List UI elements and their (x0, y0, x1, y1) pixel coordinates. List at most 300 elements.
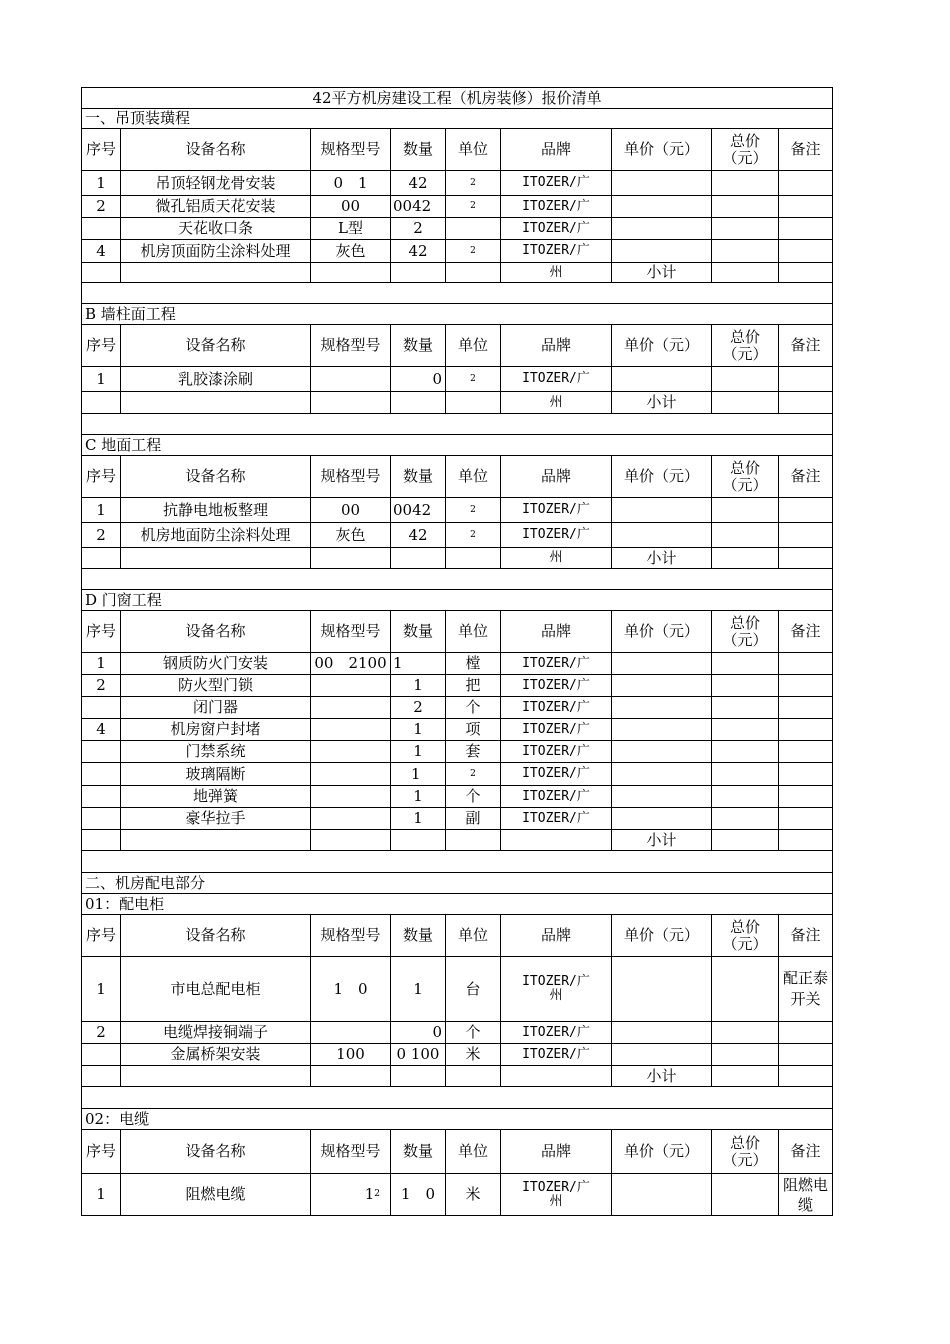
table-cell: 0 (391, 1022, 446, 1044)
table-cell (446, 263, 501, 283)
table-cell (82, 1044, 121, 1066)
cell-seq: 1 (82, 367, 121, 392)
table-cell: 1 (82, 1174, 121, 1216)
header-total: 总价（元） (712, 611, 779, 653)
table-cell (501, 830, 612, 851)
section-title-floor: C 地面工程 (82, 435, 833, 456)
header-seq: 序号 (82, 129, 121, 171)
cell-name: 微孔铝质天花安装 (121, 196, 311, 218)
header-qty: 数量 (391, 611, 446, 653)
table-cell: 樘 (446, 653, 501, 675)
table-cell (311, 719, 391, 741)
table-cell (712, 263, 779, 283)
table-cell: 1 (391, 763, 446, 786)
cell-price (612, 171, 712, 196)
table-cell (501, 1044, 612, 1066)
table-row (82, 1174, 833, 1216)
table-cell (779, 763, 833, 786)
subtotal-row (82, 392, 833, 414)
subtotal-row (82, 1066, 833, 1087)
cell-brand (501, 218, 612, 240)
table-cell (712, 763, 779, 786)
table-cell (712, 653, 779, 675)
header-name: 设备名称 (121, 1130, 311, 1174)
header-unit: 单位 (446, 325, 501, 367)
header-name: 设备名称 (121, 456, 311, 498)
table-row (82, 763, 833, 786)
cell-seq: 1 (82, 498, 121, 523)
table-cell (391, 830, 446, 851)
header-seq: 序号 (82, 611, 121, 653)
table-row (82, 218, 833, 240)
table-cell (612, 763, 712, 786)
cell-qty: 0042 (391, 196, 446, 218)
table-cell: 1 (391, 741, 446, 763)
header-note: 备注 (779, 611, 833, 653)
header-seq: 序号 (82, 1130, 121, 1174)
table-cell (501, 1066, 612, 1087)
table-cell (311, 548, 391, 569)
header-total: 总价（元） (712, 1130, 779, 1174)
table-cell (779, 263, 833, 283)
table-cell (501, 808, 612, 830)
cell-note (779, 240, 833, 263)
table-cell: 市电总配电柜 (121, 957, 311, 1022)
table-cell: 00 2100 (311, 653, 391, 675)
cell-spec: 0 1 (311, 171, 391, 196)
table-cell (121, 263, 311, 283)
cell-unit: 2 (446, 196, 501, 218)
table-row (82, 957, 833, 1022)
cell-text: ITOZER/广 (522, 1179, 590, 1195)
table-cell: 1 (391, 719, 446, 741)
subtotal-label: 小计 (612, 392, 712, 414)
table-cell (779, 741, 833, 763)
cell-brand: 州 (501, 548, 612, 569)
cell-note (779, 171, 833, 196)
header-price: 单价（元） (612, 129, 712, 171)
table-cell (501, 957, 612, 1022)
table-cell (311, 675, 391, 697)
cell-text: ITOZER/广 (522, 788, 590, 804)
table-cell: 1 (391, 957, 446, 1022)
subtotal-row (82, 263, 833, 283)
table-row (82, 240, 833, 263)
table-cell (712, 719, 779, 741)
table-cell (779, 548, 833, 569)
table-cell: 金属桥架安装 (121, 1044, 311, 1066)
table-cell: 阻燃电缆 (121, 1174, 311, 1216)
table-cell (612, 786, 712, 808)
table-cell (311, 808, 391, 830)
table-row (82, 697, 833, 719)
table-cell: 2 (391, 697, 446, 719)
table-cell (82, 392, 121, 414)
table-cell: 项 (446, 719, 501, 741)
cell-text: 1 (364, 1185, 375, 1203)
table-cell (712, 741, 779, 763)
table-cell: 个 (446, 786, 501, 808)
table-cell: 机房窗户封堵 (121, 719, 311, 741)
table-cell: 防火型门锁 (121, 675, 311, 697)
cell-seq: 2 (82, 196, 121, 218)
header-brand: 品牌 (501, 325, 612, 367)
table-cell (501, 741, 612, 763)
table-cell (779, 392, 833, 414)
table-cell (712, 786, 779, 808)
table-cell (446, 392, 501, 414)
cell-brand (501, 498, 612, 523)
table-cell (311, 786, 391, 808)
table-cell (82, 263, 121, 283)
cell-brand (501, 523, 612, 548)
table-cell (121, 392, 311, 414)
subtotal-label: 小计 (612, 263, 712, 283)
cell-unit: 2 (446, 367, 501, 392)
table-row (82, 196, 833, 218)
cell-spec: 00 (311, 498, 391, 523)
table-cell: 套 (446, 741, 501, 763)
table-cell: 电缆焊接铜端子 (121, 1022, 311, 1044)
table-cell (712, 392, 779, 414)
header-brand: 品牌 (501, 611, 612, 653)
table-header-row (82, 456, 833, 498)
header-note: 备注 (779, 915, 833, 957)
brand-line: ITOZER/广 (522, 527, 590, 542)
header-seq: 序号 (82, 456, 121, 498)
table-cell (501, 719, 612, 741)
table-row (82, 786, 833, 808)
cell-text: 州 (549, 1193, 563, 1209)
header-brand: 品牌 (501, 456, 612, 498)
header-unit: 单位 (446, 915, 501, 957)
cell-brand: 州 (501, 392, 612, 414)
table-cell (82, 830, 121, 851)
table-row (82, 1044, 833, 1066)
table-cell (612, 1022, 712, 1044)
cell-note: 阻燃电缆 (779, 1174, 833, 1216)
cell-note: 配正泰开关 (779, 957, 833, 1022)
header-spec: 规格型号 (311, 456, 391, 498)
header-price: 单价（元） (612, 915, 712, 957)
table-cell (501, 1022, 612, 1044)
table-cell (311, 830, 391, 851)
table-cell (779, 808, 833, 830)
cell-brand (501, 240, 612, 263)
table-cell (712, 1044, 779, 1066)
cell-brand (501, 171, 612, 196)
table-cell: 米 (446, 1174, 501, 1216)
cell-price (612, 523, 712, 548)
table-cell (311, 1066, 391, 1087)
cell-price (612, 498, 712, 523)
cell-brand: 州 (501, 263, 612, 283)
cell-text: ITOZER/广 (522, 974, 590, 989)
cell-total (712, 240, 779, 263)
sheet-title: 42平方机房建设工程（机房装修）报价清单 (82, 88, 833, 109)
table-cell (501, 697, 612, 719)
table-cell (779, 697, 833, 719)
table-header-row (82, 1130, 833, 1174)
table-row (82, 741, 833, 763)
table-cell (712, 957, 779, 1022)
table-cell (311, 741, 391, 763)
table-cell (311, 763, 391, 786)
table-cell: 2 (82, 1022, 121, 1044)
header-total: 总价（元） (712, 456, 779, 498)
header-price: 单价（元） (612, 1130, 712, 1174)
cell-text: ITOZER/广 (522, 699, 590, 715)
header-unit: 单位 (446, 1130, 501, 1174)
table-cell (501, 653, 612, 675)
header-seq: 序号 (82, 915, 121, 957)
table-cell (311, 1022, 391, 1044)
table-cell (391, 392, 446, 414)
table-cell (612, 697, 712, 719)
table-cell (779, 719, 833, 741)
cell-total (712, 171, 779, 196)
table-row (82, 523, 833, 548)
cell-brand (501, 196, 612, 218)
table-cell: 0 100 (391, 1044, 446, 1066)
header-qty: 数量 (391, 1130, 446, 1174)
cell-unit: 2 (446, 498, 501, 523)
table-row (82, 719, 833, 741)
header-note: 备注 (779, 325, 833, 367)
cell-text: ITOZER/广 (522, 1024, 590, 1040)
table-cell (612, 741, 712, 763)
subtotal-label: 小计 (612, 548, 712, 569)
section-title-doors: D 门窗工程 (82, 590, 833, 611)
cell-text: ITOZER/广 (522, 721, 590, 737)
header-spec: 规格型号 (311, 129, 391, 171)
cell-text: ITOZER/广 (522, 1046, 590, 1062)
cell-unit (446, 218, 501, 240)
header-unit: 单位 (446, 611, 501, 653)
table-header-row (82, 915, 833, 957)
subtotal-label: 小计 (612, 1066, 712, 1087)
cell-unit: 2 (446, 171, 501, 196)
cell-unit: 2 (446, 240, 501, 263)
cell-price (612, 367, 712, 392)
section-title-cable: 02：电缆 (82, 1109, 833, 1130)
table-cell (121, 1066, 311, 1087)
brand-line: ITOZER/广 (522, 502, 590, 517)
table-row (82, 1022, 833, 1044)
table-cell (779, 1066, 833, 1087)
cell-text: ITOZER/广 (522, 766, 590, 781)
header-brand: 品牌 (501, 915, 612, 957)
subtotal-label: 小计 (612, 830, 712, 851)
table-cell (712, 1174, 779, 1216)
cell-spec: 灰色 (311, 523, 391, 548)
table-cell (446, 830, 501, 851)
header-unit: 单位 (446, 456, 501, 498)
part-title-power: 二、机房配电部分 (82, 873, 833, 894)
header-qty: 数量 (391, 325, 446, 367)
header-seq: 序号 (82, 325, 121, 367)
table-cell (501, 763, 612, 786)
header-price: 单价（元） (612, 456, 712, 498)
cell-qty: 0042 (391, 498, 446, 523)
cell-price (612, 218, 712, 240)
table-cell (82, 763, 121, 786)
table-cell: 个 (446, 1022, 501, 1044)
table-header-row (82, 325, 833, 367)
cell-note (779, 218, 833, 240)
cell-price (612, 240, 712, 263)
cell-qty: 42 (391, 240, 446, 263)
header-total: 总价（元） (712, 129, 779, 171)
table-cell (712, 1022, 779, 1044)
cell-spec: 灰色 (311, 240, 391, 263)
table-cell: 1 (391, 675, 446, 697)
quotation-sheet (81, 87, 832, 1216)
header-note: 备注 (779, 1130, 833, 1174)
cell-text: ITOZER/广 (522, 655, 590, 671)
table-header-row (82, 611, 833, 653)
cell-text: ITOZER/广 (522, 677, 590, 693)
table-cell (311, 263, 391, 283)
cell-note (779, 196, 833, 218)
table-cell (712, 548, 779, 569)
cell-seq: 2 (82, 523, 121, 548)
table-cell: 米 (446, 1044, 501, 1066)
table-cell (712, 808, 779, 830)
cell-name: 机房顶面防尘涂料处理 (121, 240, 311, 263)
cell-spec: 00 (311, 196, 391, 218)
header-total: 总价（元） (712, 915, 779, 957)
cell-price (612, 196, 712, 218)
table-cell (82, 851, 833, 873)
table-cell: 地弹簧 (121, 786, 311, 808)
cell-note (779, 523, 833, 548)
table-cell (391, 548, 446, 569)
header-qty: 数量 (391, 456, 446, 498)
cell-brand (501, 367, 612, 392)
table-cell (779, 675, 833, 697)
table-cell (311, 697, 391, 719)
table-cell (712, 1066, 779, 1087)
cell-seq (82, 218, 121, 240)
table-cell: 4 (82, 719, 121, 741)
cell-spec (311, 367, 391, 392)
cell-text: ITOZER/广 (522, 810, 590, 826)
table-cell (82, 414, 833, 435)
cell-name: 天花收口条 (121, 218, 311, 240)
table-cell: 台 (446, 957, 501, 1022)
header-spec: 规格型号 (311, 915, 391, 957)
table-row (82, 367, 833, 392)
table-cell (82, 283, 833, 304)
table-cell: 门禁系统 (121, 741, 311, 763)
table-cell (82, 808, 121, 830)
cell-text: 州 (549, 988, 563, 1003)
cell-note (779, 367, 833, 392)
cell-name: 机房地面防尘涂料处理 (121, 523, 311, 548)
brand-line: ITOZER/广 (522, 243, 590, 258)
table-cell: 100 (311, 1044, 391, 1066)
cell-seq: 4 (82, 240, 121, 263)
header-note: 备注 (779, 129, 833, 171)
header-spec: 规格型号 (311, 1130, 391, 1174)
cell-text: 2 (374, 1189, 380, 1199)
header-name: 设备名称 (121, 611, 311, 653)
table-cell (311, 392, 391, 414)
cell-total (712, 218, 779, 240)
header-name: 设备名称 (121, 129, 311, 171)
table-row (82, 653, 833, 675)
table-cell: 钢质防火门安装 (121, 653, 311, 675)
section-title-ceiling: 一、吊顶装璜程 (82, 109, 833, 129)
table-row (82, 675, 833, 697)
table-cell (391, 1066, 446, 1087)
table-cell: 副 (446, 808, 501, 830)
table-cell: 1 0 (391, 1174, 446, 1216)
table-cell (82, 548, 121, 569)
cell-qty: 0 (391, 367, 446, 392)
table-cell (501, 1174, 612, 1216)
table-cell: 玻璃隔断 (121, 763, 311, 786)
table-cell (82, 1087, 833, 1109)
header-qty: 数量 (391, 129, 446, 171)
brand-line: ITOZER/广 (522, 198, 590, 214)
table-cell: 1 0 (311, 957, 391, 1022)
header-qty: 数量 (391, 915, 446, 957)
table-cell (779, 653, 833, 675)
table-header-row (82, 129, 833, 171)
table-cell (446, 1066, 501, 1087)
header-name: 设备名称 (121, 915, 311, 957)
header-price: 单价（元） (612, 611, 712, 653)
cell-note (779, 498, 833, 523)
table-cell: 2 (82, 675, 121, 697)
table-cell (712, 675, 779, 697)
table-cell (446, 548, 501, 569)
brand-line: ITOZER/广 (522, 175, 590, 190)
brand-line: ITOZER/广 (522, 220, 590, 236)
cell-text: ITOZER/广 (522, 743, 590, 759)
quotation-table (81, 87, 833, 1216)
table-cell (121, 548, 311, 569)
cell-qty: 2 (391, 218, 446, 240)
header-brand: 品牌 (501, 129, 612, 171)
table-cell (501, 786, 612, 808)
table-row (82, 498, 833, 523)
header-spec: 规格型号 (311, 325, 391, 367)
table-cell (712, 830, 779, 851)
header-name: 设备名称 (121, 325, 311, 367)
table-cell (612, 808, 712, 830)
table-row (82, 808, 833, 830)
header-note: 备注 (779, 456, 833, 498)
cell-spec: L型 (311, 218, 391, 240)
table-cell: 1 (82, 957, 121, 1022)
header-spec: 规格型号 (311, 611, 391, 653)
cell-unit: 2 (446, 523, 501, 548)
header-price: 单价（元） (612, 325, 712, 367)
table-cell (779, 1044, 833, 1066)
table-cell (712, 697, 779, 719)
table-row (82, 171, 833, 196)
header-total: 总价（元） (712, 325, 779, 367)
cell-seq: 1 (82, 171, 121, 196)
cell-name: 乳胶漆涂刷 (121, 367, 311, 392)
cell-name: 吊顶轻钢龙骨安装 (121, 171, 311, 196)
brand-line: ITOZER/广 (522, 371, 590, 386)
table-cell (82, 569, 833, 590)
cell-total (712, 367, 779, 392)
